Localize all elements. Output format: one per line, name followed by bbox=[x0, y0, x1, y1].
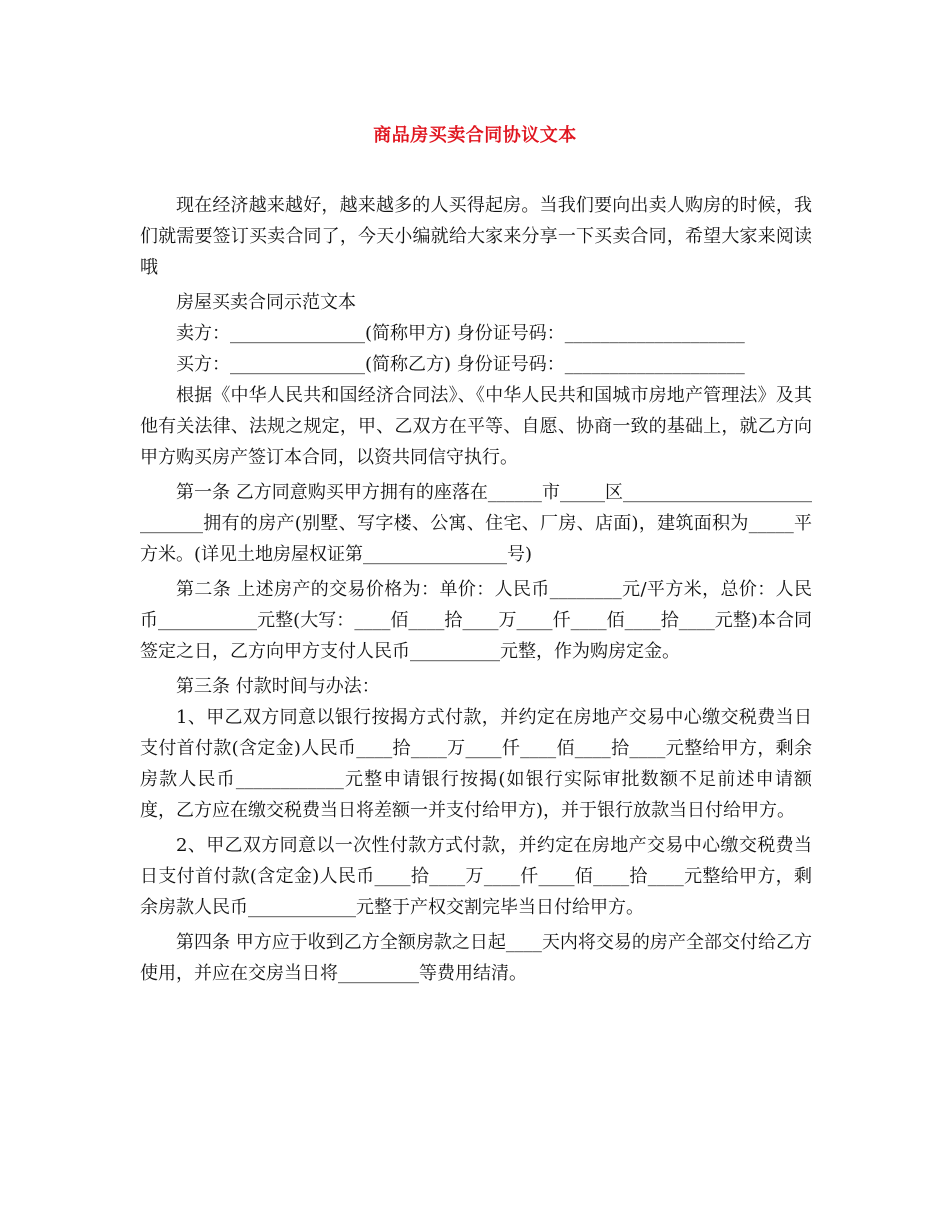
intro-paragraph: 现在经济越来越好，越来越多的人买得起房。当我们要向出卖人购房的时候，我们就需要签订买卖合同了，今天小编就给大家来分享一下买卖合同，希望大家来阅读哦 bbox=[140, 195, 812, 278]
template-heading: 房屋买卖合同示范文本 bbox=[176, 292, 356, 313]
buyer-line: 买方：_______________(简称乙方) 身份证号码：____________________ bbox=[176, 354, 745, 375]
article-1-paragraph: 第一条 乙方同意购买甲方拥有的座落在______市_____区____________________________拥有的房产(别墅、写字楼、公寓、住宅、厂房、店面)，建筑面积为_____平方米。(详见土地房屋权证第________________号) bbox=[140, 482, 812, 565]
legal-basis-paragraph: 根据《中华人民共和国经济合同法》、《中华人民共和国城市房地产管理法》及其他有关法律、法规之规定，甲、乙双方在平等、自愿、协商一致的基础上，就乙方向甲方购买房产签订本合同，以资共同信守执行。 bbox=[140, 385, 812, 468]
document-body bbox=[140, 190, 812, 993]
article-3-heading: 第三条 付款时间与办法： bbox=[176, 676, 380, 697]
seller-line: 卖方：_______________(简称甲方) 身份证号码：____________________ bbox=[176, 323, 745, 344]
article-2-paragraph: 第二条 上述房产的交易价格为：单价：人民币________元/平方米，总价：人民币___________元整(大写：____佰____拾____万____仟____佰____拾____元整)本合同签定之日，乙方向甲方支付人民币__________元整，作为购房定金。 bbox=[140, 579, 812, 662]
article-3-clause-1: 1、甲乙双方同意以银行按揭方式付款，并约定在房地产交易中心缴交税费当日支付首付款(含定金)人民币____拾____万____仟____佰____拾____元整给甲方，剩余房款人民币____________元整申请银行按揭(如银行实际审批数额不足前述申请额度，乙方应在缴交税费当日将差额一并支付给甲方)，并于银行放款当日付给甲方。 bbox=[140, 707, 812, 821]
article-3-clause-2: 2、甲乙双方同意以一次性付款方式付款，并约定在房地产交易中心缴交税费当日支付首付款(含定金)人民币____拾____万____仟____佰____拾____元整给甲方，剩余房款人民币____________元整于产权交割完毕当日付给甲方。 bbox=[140, 835, 812, 918]
article-4-paragraph: 第四条 甲方应于收到乙方全额房款之日起____天内将交易的房产全部交付给乙方使用，并应在交房当日将_________等费用结清。 bbox=[140, 932, 812, 984]
document-title: 商品房买卖合同协议文本 bbox=[373, 125, 577, 146]
